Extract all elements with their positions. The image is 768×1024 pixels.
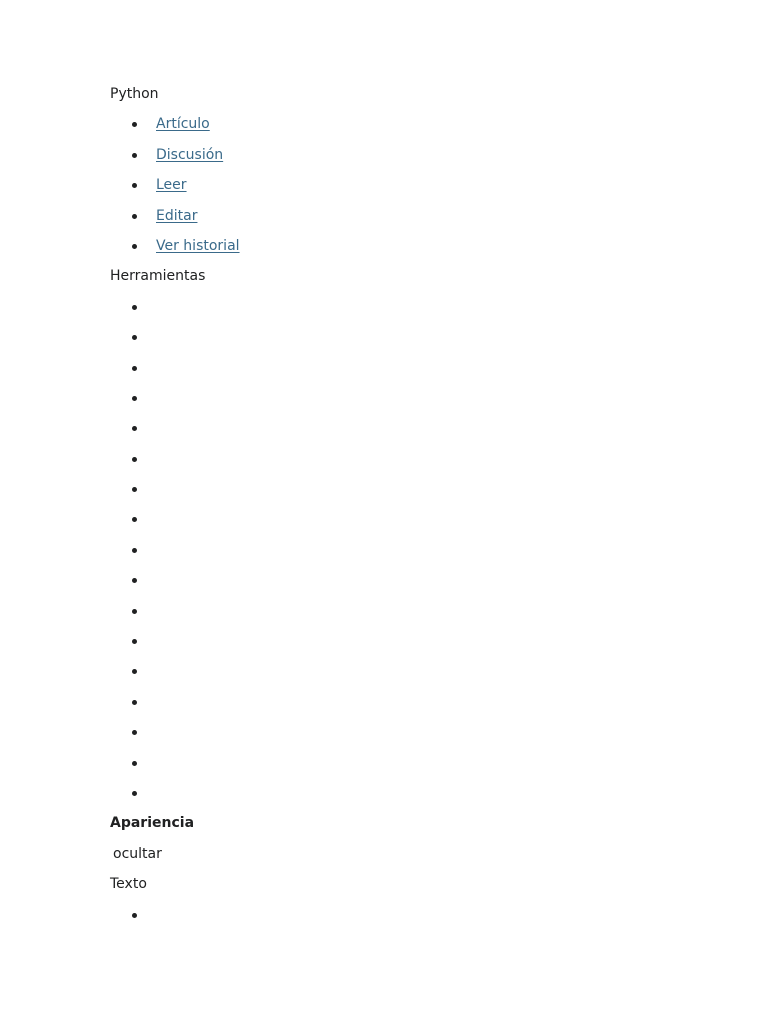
tools-list-item (156, 753, 710, 773)
nav-item-ver-historial (156, 236, 710, 256)
bullet (132, 214, 137, 219)
text-heading: Texto (110, 876, 147, 893)
appearance-heading: Apariencia (110, 815, 195, 832)
tools-list-item (156, 631, 710, 651)
tools-list-item (156, 418, 710, 438)
bullet (132, 791, 137, 796)
bullet (132, 426, 137, 431)
tools-list-item (156, 722, 710, 742)
bullet (132, 183, 137, 188)
namespace-nav-list (110, 114, 710, 256)
tools-heading: Herramientas (110, 268, 206, 285)
bullet (132, 335, 137, 340)
tools-list-item (156, 388, 710, 408)
python-heading: Python (110, 86, 159, 102)
ver-historial-link[interactable]: Ver historial (156, 237, 240, 254)
articulo-link[interactable]: Artículo (156, 116, 210, 133)
bullet (132, 609, 137, 614)
editar-link[interactable]: Editar (156, 207, 198, 224)
tools-list-item (156, 783, 710, 803)
nav-item-leer (156, 175, 710, 195)
hide-button[interactable]: ocultar (113, 845, 162, 862)
nav-item-editar (156, 206, 710, 226)
tools-list-item (156, 327, 710, 347)
text-options-list (110, 905, 710, 925)
tools-list-item (156, 297, 710, 317)
bullet (132, 396, 137, 401)
bullet (132, 700, 137, 705)
tools-list-item (156, 358, 710, 378)
bullet (132, 639, 137, 644)
bullet (132, 457, 137, 462)
bullet (132, 122, 137, 127)
tools-list-item (156, 449, 710, 469)
tools-list-item (156, 661, 710, 681)
bullet (132, 153, 137, 158)
tools-list (110, 297, 710, 803)
bullet (132, 244, 137, 249)
text-options-list-item (156, 905, 710, 925)
bullet (132, 669, 137, 674)
bullet (132, 487, 137, 492)
bullet (132, 578, 137, 583)
tools-list-item (156, 479, 710, 499)
bullet (132, 366, 137, 371)
bullet (132, 730, 137, 735)
nav-item-discusion (156, 145, 710, 165)
bullet (132, 517, 137, 522)
tools-list-item (156, 509, 710, 529)
tools-list-item (156, 692, 710, 712)
bullet (132, 305, 137, 310)
page-content (110, 84, 710, 935)
discusion-link[interactable]: Discusión (156, 146, 224, 163)
bullet (132, 548, 137, 553)
bullet (132, 913, 137, 918)
tools-list-item (156, 570, 710, 590)
leer-link[interactable]: Leer (156, 177, 187, 194)
tools-list-item (156, 540, 710, 560)
tools-list-item (156, 601, 710, 621)
bullet (132, 761, 137, 766)
nav-item-articulo (156, 114, 710, 134)
